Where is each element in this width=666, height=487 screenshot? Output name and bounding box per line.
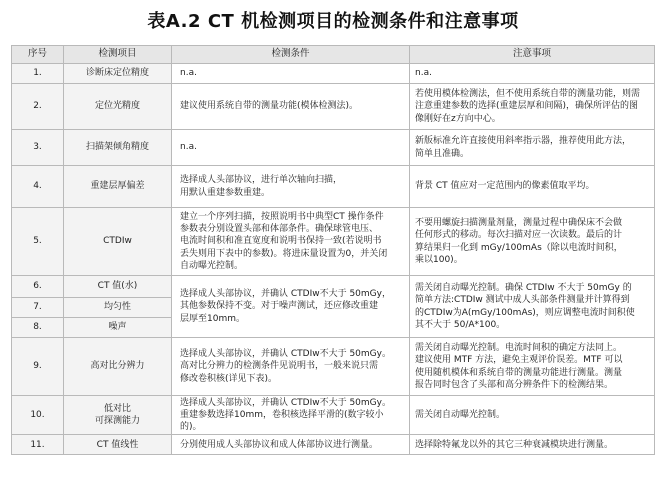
row-no: 8. bbox=[12, 318, 64, 338]
row-no: 4. bbox=[12, 166, 64, 208]
row-no: 10. bbox=[12, 396, 64, 435]
header-conditions: 检测条件 bbox=[172, 46, 410, 64]
row-item-text: 低对比 可探测能力 bbox=[94, 404, 140, 427]
row-conditions-text: 选择成人头部协议，并确认 CTDIw不大于 50mGy， 其他参数保持不变。对于噪声测试，还应修改重建 层厚至10mm。 bbox=[180, 289, 391, 324]
row-item: 均匀性 bbox=[64, 298, 172, 318]
row-notes: 背景 CT 值应对一定范围内的像素值取平均。 bbox=[410, 166, 655, 208]
row-no: 3. bbox=[12, 130, 64, 166]
row-notes bbox=[410, 84, 655, 130]
row-item: 高对比分辨力 bbox=[64, 338, 172, 396]
row-item: 重建层厚偏差 bbox=[64, 166, 172, 208]
row-conditions bbox=[172, 208, 410, 276]
row-conditions bbox=[172, 396, 410, 435]
row-item: 扫描架倾角精度 bbox=[64, 130, 172, 166]
row-conditions: n.a. bbox=[172, 64, 410, 84]
row-conditions-text: 选择成人头部协议，并确认 CTDIw不大于 50mGy。 高对比分辨力的检测条件见说明书，一般来说只需 修改卷积核(详见下表)。 bbox=[180, 349, 391, 384]
table-title: 表A.2 CT 机检测项目的检测条件和注意事项 bbox=[147, 11, 519, 32]
row-notes-text: 不要用螺旋扫描测量剂量，测量过程中确保床不会做 任何形式的移动。每次扫描对应一次读数。最后的计 算结果归一化到 mGy/100mAs（除以电流时间积， 乘以100)。 bbox=[415, 218, 623, 265]
table-row bbox=[12, 208, 655, 276]
row-notes-text: 若使用模体检测法，但不使用系统自带的测量功能，则需 注意重建参数的选择(重建层厚和间隔)，确保所评估的图 像刚好在z方向中心。 bbox=[415, 89, 641, 124]
row-item: CTDIw bbox=[64, 208, 172, 276]
table-header-row bbox=[12, 46, 655, 64]
row-no: 11. bbox=[12, 435, 64, 455]
row-conditions bbox=[172, 338, 410, 396]
table-row bbox=[12, 338, 655, 396]
row-no: 7. bbox=[12, 298, 64, 318]
row-notes bbox=[410, 130, 655, 166]
row-notes: n.a. bbox=[410, 64, 655, 84]
detection-conditions-table bbox=[11, 45, 655, 455]
row-notes bbox=[410, 276, 655, 338]
row-conditions: 建议使用系统自带的测量功能(模体检测法)。 bbox=[172, 84, 410, 130]
header-item: 检测项目 bbox=[64, 46, 172, 64]
table-row bbox=[12, 166, 655, 208]
row-item: 定位光精度 bbox=[64, 84, 172, 130]
table-row bbox=[12, 396, 655, 435]
row-conditions bbox=[172, 276, 410, 338]
row-conditions bbox=[172, 166, 410, 208]
row-conditions-text: 建立一个序列扫描，按照说明书中典型CT 操作条件 参数表分别设置头部和体部条件。确保球管电压、 电流时间积和准直宽度和说明书保持一致(若说明书 丢失则用下表中的参数)。将进床量设置为0，并关闭 自动曝光控制。 bbox=[180, 212, 388, 271]
header-no: 序号 bbox=[12, 46, 64, 64]
row-no: 5. bbox=[12, 208, 64, 276]
row-conditions: 分别使用成人头部协议和成人体部协议进行测量。 bbox=[172, 435, 410, 455]
row-notes: 选择除特氟龙以外的其它三种衰减模块进行测量。 bbox=[410, 435, 655, 455]
row-notes-text: 需关闭自动曝光控制。电流时间积的确定方法同上。 建议使用 MTF 方法，避免主观评价误差。MTF 可以 使用随机模体和系统自带的测量功能进行测量。测量 报告同时包含了头部和高分辨条件下的检测结果。 bbox=[415, 343, 623, 390]
row-conditions: n.a. bbox=[172, 130, 410, 166]
row-notes-text: 需关闭自动曝光控制。确保 CTDIw 不大于 50mGy 的 简单方法:CTDIw 测试中成人头部条件测量并计算得到 的CTDIw为A(mGy/100mAs)，则应调整电流时间积使 其不大于 50/A*100。 bbox=[415, 283, 635, 330]
table-row bbox=[12, 130, 655, 166]
row-item: 噪声 bbox=[64, 318, 172, 338]
row-item: CT 值线性 bbox=[64, 435, 172, 455]
row-no: 1. bbox=[12, 64, 64, 84]
table-row bbox=[12, 64, 655, 84]
table-row bbox=[12, 84, 655, 130]
row-item bbox=[64, 396, 172, 435]
row-notes bbox=[410, 338, 655, 396]
row-conditions-text: 选择成人头部协议，并确认 CTDIw不大于 50mGy。 重建参数选择10mm，卷积核选择平滑的(数字较小的)。 bbox=[180, 398, 391, 433]
row-conditions-text: 选择成人头部协议，进行单次轴向扫描， 用默认重建参数重建。 bbox=[180, 175, 343, 198]
row-item: 诊断床定位精度 bbox=[64, 64, 172, 84]
row-no: 9. bbox=[12, 338, 64, 396]
table-row bbox=[12, 435, 655, 455]
row-no: 6. bbox=[12, 276, 64, 298]
row-item: CT 值(水) bbox=[64, 276, 172, 298]
row-no: 2. bbox=[12, 84, 64, 130]
table-row bbox=[12, 276, 655, 298]
row-notes-text: 新版标准允许直接使用斜率指示器，推荐使用此方法， 简单且准确。 bbox=[415, 136, 632, 159]
row-notes bbox=[410, 208, 655, 276]
header-notes: 注意事项 bbox=[410, 46, 655, 64]
row-notes: 需关闭自动曝光控制。 bbox=[410, 396, 655, 435]
